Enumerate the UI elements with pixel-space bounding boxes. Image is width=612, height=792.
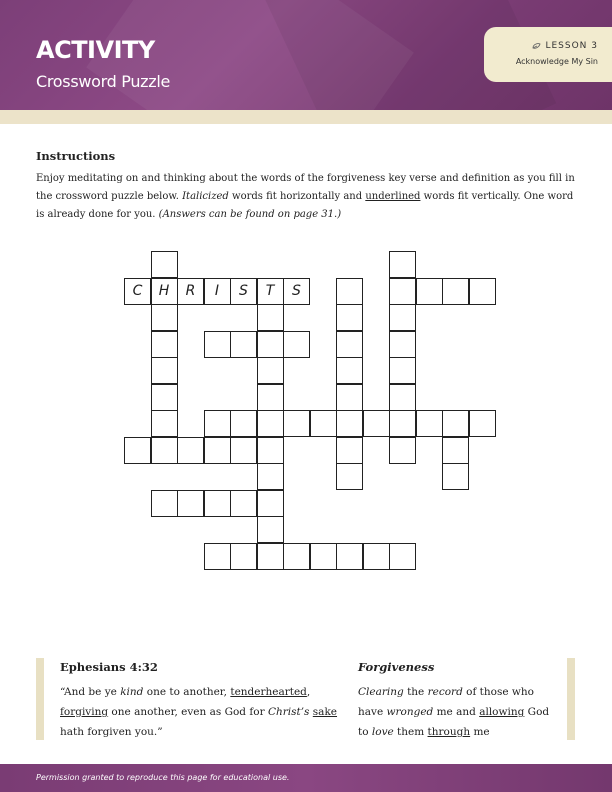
crossword-cell <box>177 437 204 464</box>
definition-italic-word: Clearing <box>358 686 404 698</box>
crossword-cell <box>336 357 363 384</box>
crossword-cell <box>416 410 443 437</box>
definition-italic-word: love <box>371 726 394 738</box>
crossword-cell <box>336 543 363 570</box>
definition-italic-word: wronged <box>386 706 434 718</box>
instructions-text-part: words fit horizontally and <box>228 191 366 202</box>
crossword-cell <box>389 304 416 331</box>
verse-text-part: “And be ye <box>60 686 121 698</box>
crossword-cell <box>257 304 284 331</box>
crossword-cell <box>283 543 310 570</box>
instructions-text-part: Enjoy meditating on and thinking about the words of the forgiveness key verse and definition as you fill in the crossword puzzle below. <box>36 173 575 202</box>
definition-italic-word: record <box>427 686 463 698</box>
crossword-cell <box>442 437 469 464</box>
verse-text <box>60 682 350 742</box>
crossword-cell <box>389 437 416 464</box>
verse-text-part: one another, even as God for <box>108 706 268 718</box>
crossword-cell <box>151 410 178 437</box>
verse-title: Ephesians 4:32 <box>60 660 158 674</box>
definition-text-part: me and <box>433 706 480 718</box>
crossword-cell <box>257 463 284 490</box>
crossword-cell <box>177 490 204 517</box>
crossword-cell <box>363 410 390 437</box>
crossword-letter: S <box>292 283 301 299</box>
crossword-given-letter <box>151 278 178 305</box>
crossword-cell <box>442 278 469 305</box>
crossword-cell <box>204 543 231 570</box>
crossword-letter: H <box>158 283 170 299</box>
crossword-cell <box>336 437 363 464</box>
definition-text-part: God <box>524 706 550 718</box>
crossword-cell <box>469 278 496 305</box>
footer-permission-text: Permission granted to reproduce this page for educational use. <box>36 773 290 782</box>
crossword-cell <box>257 490 284 517</box>
crossword-cell <box>336 410 363 437</box>
crossword-cell <box>442 463 469 490</box>
crossword-letter: C <box>132 283 143 299</box>
crossword-cell <box>204 437 231 464</box>
definition-text-part: have <box>358 706 387 718</box>
crossword-given-letter <box>257 278 284 305</box>
verse-text-part: one to another, <box>143 686 231 698</box>
crossword-cell <box>151 304 178 331</box>
crossword-given-letter <box>204 278 231 305</box>
crossword-letter: I <box>214 283 220 299</box>
page-subtitle: Crossword Puzzle <box>36 72 171 91</box>
crossword-cell <box>204 490 231 517</box>
definition-title: Forgiveness <box>358 660 435 674</box>
instructions-answer-note: (Answers can be found on page 31.) <box>158 209 342 220</box>
crossword-cell <box>389 251 416 278</box>
crossword-cell <box>363 543 390 570</box>
verse-underlined-word: sake <box>312 706 338 718</box>
definition-underlined-word: allowing <box>479 706 525 718</box>
crossword-cell <box>151 331 178 358</box>
instructions-italic-word: Italicized <box>182 191 229 202</box>
crossword-cell <box>310 410 337 437</box>
crossword-given-letter <box>177 278 204 305</box>
crossword-cell <box>389 357 416 384</box>
crossword-cell <box>389 278 416 305</box>
verse-accent-bar <box>36 658 44 740</box>
crossword-cell <box>230 543 257 570</box>
crossword-cell <box>151 251 178 278</box>
crossword-cell <box>230 437 257 464</box>
crossword-cell <box>257 543 284 570</box>
crossword-cell <box>416 278 443 305</box>
crossword-cell <box>389 384 416 411</box>
crossword-letter: S <box>239 283 248 299</box>
crossword-cell <box>230 410 257 437</box>
lesson-number: LESSON 3 <box>545 41 598 51</box>
definition-text-part: me <box>470 726 490 738</box>
crossword-cell <box>151 490 178 517</box>
crossword-cell <box>230 490 257 517</box>
crossword-cell <box>124 437 151 464</box>
crossword-cell <box>204 331 231 358</box>
page-title: ACTIVITY <box>36 36 155 64</box>
crossword-cell <box>204 410 231 437</box>
page-header <box>0 0 612 110</box>
crossword-cell <box>283 410 310 437</box>
lesson-tab <box>484 27 612 82</box>
lesson-label <box>532 41 598 51</box>
instructions-heading: Instructions <box>36 149 116 163</box>
crossword-cell <box>257 357 284 384</box>
crossword-cell <box>336 278 363 305</box>
page-footer <box>0 764 612 792</box>
header-strip <box>0 110 612 124</box>
crossword-cell <box>230 331 257 358</box>
definition-accent-bar <box>567 658 575 740</box>
verse-text-part: hath forgiven you.” <box>60 726 163 738</box>
crossword-cell <box>336 304 363 331</box>
verse-italic-word: Christ’s <box>267 706 310 718</box>
crossword-cell <box>257 384 284 411</box>
definition-text-part: them <box>393 726 428 738</box>
crossword-cell <box>389 410 416 437</box>
crossword-cell <box>151 357 178 384</box>
verse-underlined-word: tenderhearted <box>230 686 307 698</box>
crossword-cell <box>257 516 284 543</box>
crossword-cell <box>257 410 284 437</box>
crossword-cell <box>442 410 469 437</box>
crossword-given-letter <box>283 278 310 305</box>
verse-text-part: , <box>306 686 311 698</box>
leaf-icon <box>532 43 541 50</box>
instructions-text-part: words fit vertically. One word is already done for you. <box>36 191 574 220</box>
lesson-title: Acknowledge My Sin <box>515 57 598 66</box>
crossword-given-letter <box>230 278 257 305</box>
crossword-cell <box>389 331 416 358</box>
crossword-cell <box>151 384 178 411</box>
instructions-text <box>36 170 581 224</box>
instructions-underlined-word: underlined <box>365 191 421 202</box>
crossword-cell <box>336 331 363 358</box>
crossword-cell <box>389 543 416 570</box>
crossword-cell <box>310 543 337 570</box>
definition-text-part: of those who <box>462 686 534 698</box>
crossword-letter: R <box>185 283 196 299</box>
crossword-cell <box>336 384 363 411</box>
crossword-cell <box>336 463 363 490</box>
crossword-cell <box>469 410 496 437</box>
crossword-given-letter <box>124 278 151 305</box>
definition-text <box>358 682 563 742</box>
crossword-cell <box>257 331 284 358</box>
crossword-cell <box>257 437 284 464</box>
definition-text-part: to <box>358 726 372 738</box>
definition-text-part: the <box>403 686 428 698</box>
crossword-cell <box>151 437 178 464</box>
verse-underlined-word: forgiving <box>60 706 109 718</box>
verse-italic-word: kind <box>120 686 144 698</box>
crossword-cell <box>283 331 310 358</box>
definition-underlined-word: through <box>427 726 471 738</box>
crossword-letter: T <box>265 283 275 299</box>
